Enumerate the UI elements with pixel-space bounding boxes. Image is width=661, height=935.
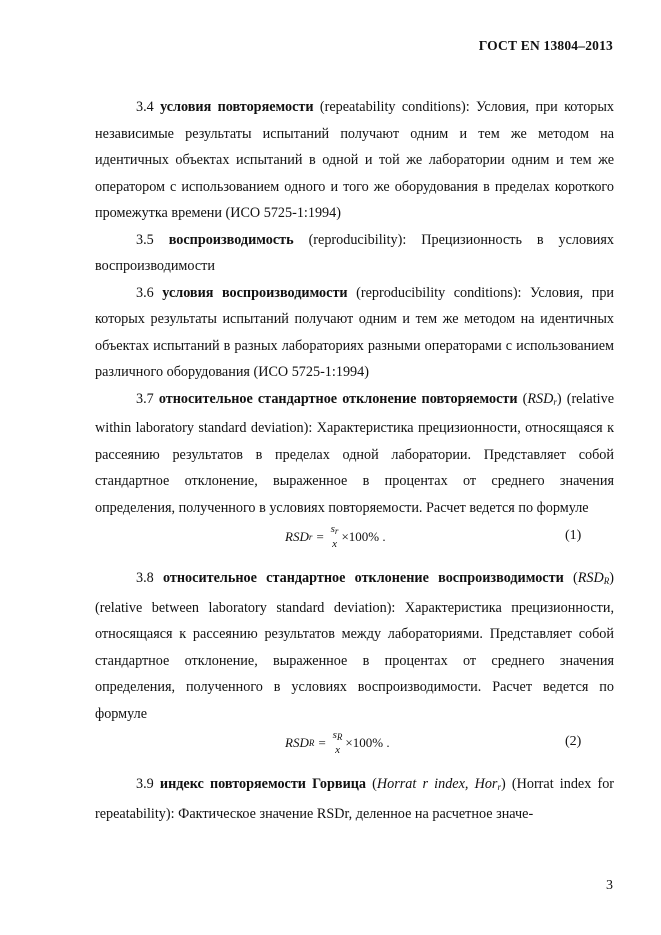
document-body (95, 94, 614, 827)
page-number: 3 (606, 878, 613, 893)
formula-2-label: (2) (565, 734, 582, 749)
section-3-5: 3.5 воспроизводимость (reproducibility): Прецизионность в условиях воспроизводимости (95, 231, 615, 274)
formula-1-label: (1) (565, 528, 582, 543)
section-3-4: 3.4 условия повторяемости (repeatability conditions): Условия, при которых независимые результаты испытаний получают одним и тем же методом на идентичных объектах испытаний в одной и той же лаборатории одним и тем же оператором с использованием одного и того же оборудования в пределах короткого промежутка времени (ИСО 5725-1:1994) (95, 99, 615, 221)
section-3-9: 3.9 индекс повторяемости Горвица (Horrat r index, Hor$_r$) (Horrat index for repeatability): Фактическое значение RSDr, деленное на расчетное значе- (95, 776, 615, 822)
formula-1: RSD r = $s_r$ x ×100% . (1) (285, 523, 582, 550)
section-3-7: 3.7 относительное стандартное отклонение повторяемости $(RSD_r)$ (relative within laboratory standard deviation): Характеристика прецизионности, относящаяся к рассеянию результатов в пределах одной лаборатории. Представляет собой стандартное отклонение, выраженное в процентах от среднего значения определения, полученного в условиях повторяемости. Расчет ведется по формуле (95, 390, 614, 516)
section-3-6: 3.6 условия воспроизводимости (reproducibility conditions): Условия, при которых результаты испытаний получают одним и тем же методом на идентичных объектах испытаний в разных лабораториях разными операторами с использованием различного оборудования (ИСО 5725-1:1994) (95, 284, 614, 380)
formula-2: RSD R = $s_R$ x ×100% . (2) (285, 729, 582, 756)
document-header: ГОСТ EN 13804–2013 (478, 38, 613, 53)
section-3-8: 3.8 относительное стандартное отклонение воспроизводимости $(RSD_R)$ (relative between laboratory standard deviation): Характеристика прецизионности, относящаяся к рассеянию результатов между лабораториями. Представляет собой стандартное отклонение, выраженное в процентах от среднего значения определения, полученного в условиях воспроизводимости. Расчет ведется по формуле (95, 570, 614, 722)
